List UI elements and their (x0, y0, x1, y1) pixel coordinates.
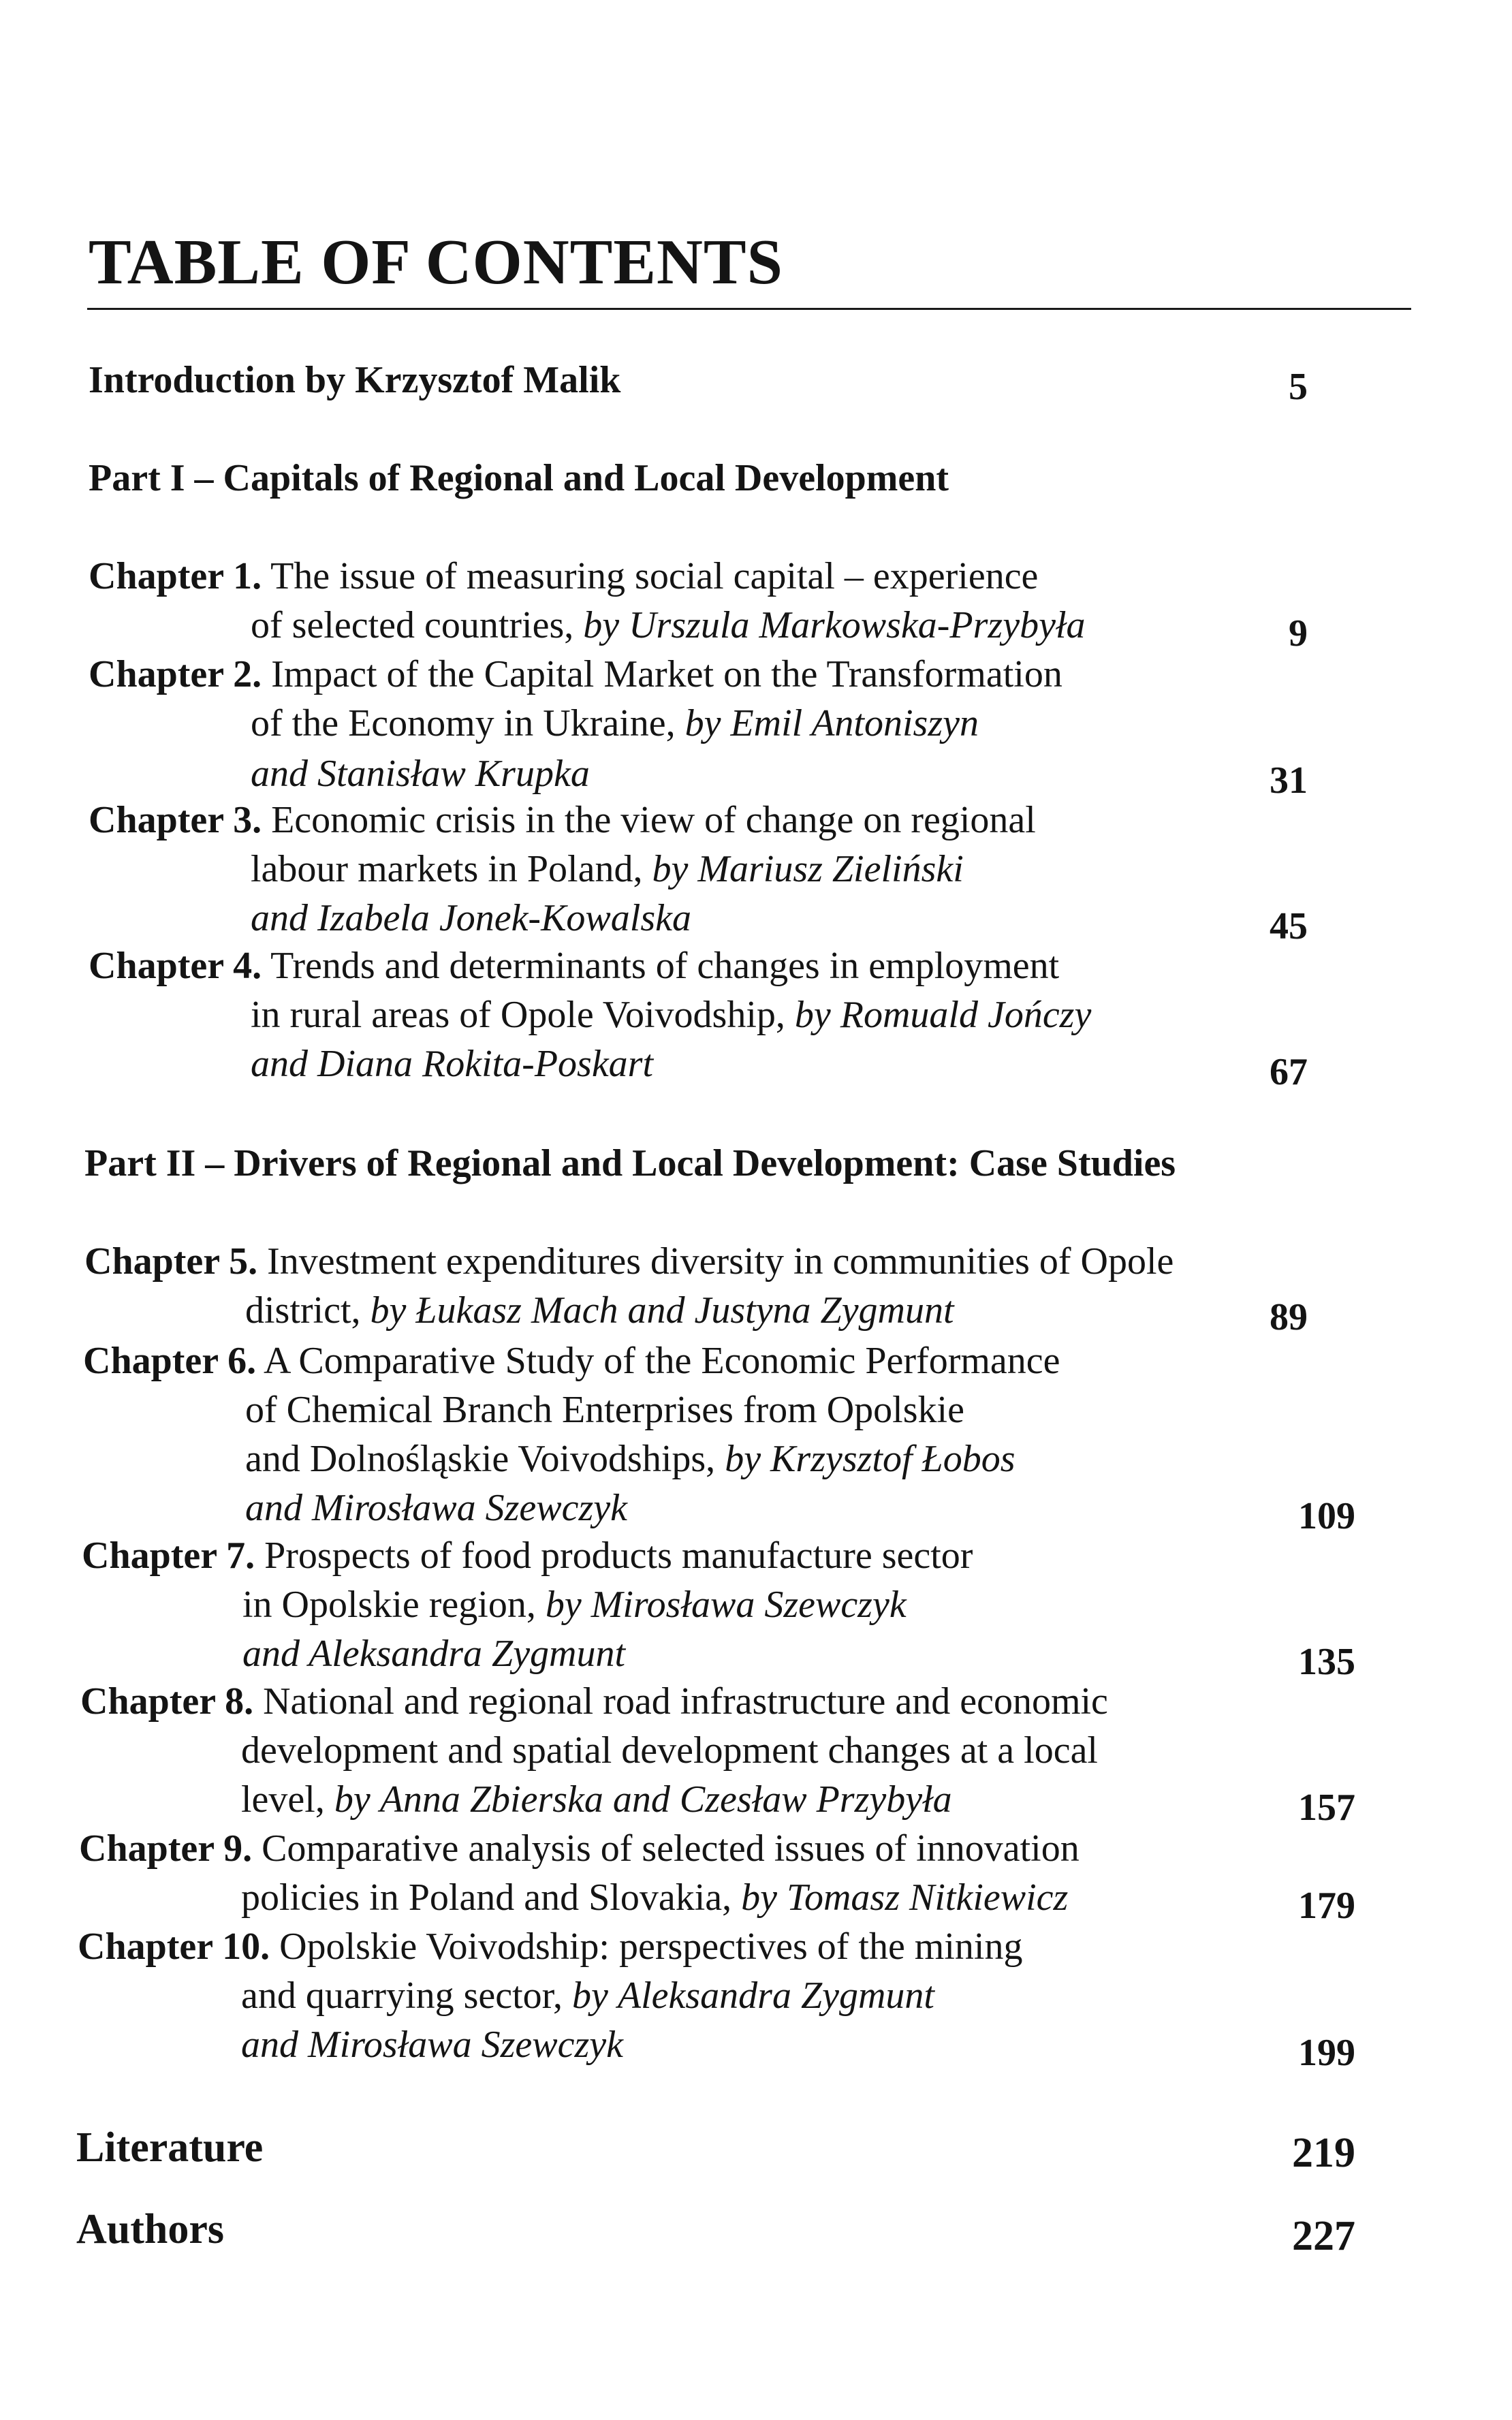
chapter-title-continuation: level, by Anna Zbierska and Czesław Przybyła (241, 1778, 952, 1821)
page-number-chapter-6: 109 (1298, 1495, 1355, 1537)
toc-entry-chapter-10[interactable] (78, 1928, 1022, 1966)
chapter-authors: Emil Antoniszyn (730, 702, 979, 744)
page-number-authors: 227 (1292, 2213, 1355, 2259)
toc-entry-chapter-3[interactable] (89, 801, 1036, 839)
chapter-authors-continuation: and Stanisław Krupka (251, 753, 590, 795)
page-number-introduction: 5 (1289, 366, 1308, 408)
chapter-authors-continuation: and Mirosława Szewczyk (241, 2024, 623, 2066)
page-number-literature: 219 (1292, 2130, 1355, 2176)
page-title: TABLE OF CONTENTS (89, 227, 783, 298)
title-divider (87, 308, 1411, 310)
chapter-title: Economic crisis in the view of change on regional (271, 799, 1036, 841)
chapter-label: Chapter 1. (89, 555, 262, 597)
chapter-authors-continuation: and Mirosława Szewczyk (245, 1487, 627, 1529)
chapter-title: Prospects of food products manufacture sector (264, 1535, 973, 1577)
chapter-title-continuation: district, by Łukasz Mach and Justyna Zygmunt (245, 1289, 954, 1332)
chapter-authors: Łukasz Mach and Justyna Zygmunt (415, 1289, 954, 1332)
chapter-label: Chapter 10. (78, 1926, 270, 1968)
toc-entry-chapter-8[interactable] (80, 1680, 1108, 1723)
chapter-title-continuation: of selected countries, by Urszula Markowska-Przybyła (251, 604, 1086, 646)
chapter-title-continuation: labour markets in Poland, by Mariusz Zieliński (251, 848, 964, 890)
chapter-authors: Urszula Markowska-Przybyła (629, 604, 1086, 646)
page-number-chapter-2: 31 (1270, 759, 1308, 802)
chapter-title: Comparative analysis of selected issues of innovation (262, 1827, 1080, 1870)
chapter-label: Chapter 2. (89, 653, 262, 695)
chapter-authors: Anna Zbierska and Czesław Przybyła (379, 1778, 952, 1821)
chapter-title: Trends and determinants of changes in employment (270, 945, 1060, 987)
toc-entry-chapter-6[interactable] (83, 1342, 1060, 1380)
toc-entry-chapter-4[interactable] (89, 947, 1059, 985)
chapter-label: Chapter 7. (82, 1535, 255, 1577)
chapter-authors: Aleksandra Zygmunt (617, 1975, 934, 2017)
chapter-title-continuation: and quarrying sector, by Aleksandra Zygmunt (241, 1975, 934, 2017)
toc-entry-literature[interactable]: Literature (76, 2124, 264, 2171)
chapter-label: Chapter 6. (83, 1340, 257, 1382)
page-number-chapter-5: 89 (1270, 1296, 1308, 1338)
page-number-chapter-8: 157 (1298, 1787, 1355, 1829)
chapter-label: Chapter 5. (84, 1240, 258, 1283)
chapter-title-continuation: in Opolskie region, by Mirosława Szewczyk (242, 1584, 907, 1626)
toc-entry-chapter-7[interactable] (82, 1537, 973, 1575)
toc-entry-chapter-1[interactable] (89, 557, 1038, 595)
chapter-label: Chapter 4. (89, 945, 262, 987)
part-2-heading: Part II – Drivers of Regional and Local Development: Case Studies (84, 1142, 1176, 1184)
chapter-title-continuation: development and spatial development changes at a local (241, 1729, 1098, 1772)
chapter-title: Opolskie Voivodship: perspectives of the mining (279, 1926, 1023, 1968)
toc-entry-chapter-5[interactable] (84, 1240, 1174, 1283)
chapter-title: A Comparative Study of the Economic Performance (264, 1340, 1060, 1382)
chapter-title-continuation: in rural areas of Opole Voivodship, by Romuald Jończy (251, 994, 1092, 1036)
chapter-label: Chapter 3. (89, 799, 262, 841)
chapter-title-continuation: of the Economy in Ukraine, by Emil Antoniszyn (251, 702, 979, 744)
chapter-title: Investment expenditures diversity in communities of Opole (267, 1240, 1174, 1283)
page-number-chapter-10: 199 (1298, 2032, 1355, 2074)
toc-entry-chapter-2[interactable] (89, 655, 1062, 693)
toc-entry-introduction[interactable]: Introduction by Krzysztof Malik (89, 359, 621, 401)
chapter-authors: Tomasz Nitkiewicz (786, 1876, 1069, 1919)
chapter-title-continuation: policies in Poland and Slovakia, by Tomasz Nitkiewicz (241, 1876, 1069, 1919)
page-number-chapter-7: 135 (1298, 1641, 1355, 1683)
chapter-authors-continuation: and Aleksandra Zygmunt (242, 1633, 626, 1675)
chapter-authors: Romuald Jończy (840, 994, 1092, 1036)
chapter-authors-continuation: and Izabela Jonek-Kowalska (251, 897, 691, 939)
chapter-authors: Mariusz Zieliński (697, 848, 964, 890)
page-number-chapter-9: 179 (1298, 1885, 1355, 1927)
part-1-heading: Part I – Capitals of Regional and Local Development (89, 457, 949, 499)
chapter-label: Chapter 9. (79, 1827, 253, 1870)
page-number-chapter-3: 45 (1270, 905, 1308, 947)
chapter-title-continuation: and Dolnośląskie Voivodships, by Krzysztof Łobos (245, 1438, 1015, 1480)
toc-entry-chapter-9[interactable] (79, 1829, 1080, 1868)
chapter-label: Chapter 8. (80, 1680, 254, 1723)
chapter-title: The issue of measuring social capital – experience (270, 555, 1039, 597)
chapter-authors: Mirosława Szewczyk (590, 1584, 907, 1626)
toc-entry-authors[interactable]: Authors (76, 2206, 225, 2252)
chapter-title-continuation: of Chemical Branch Enterprises from Opolskie (245, 1389, 964, 1431)
chapter-authors-continuation: and Diana Rokita-Poskart (251, 1043, 654, 1085)
chapter-title: National and regional road infrastructure and economic (263, 1680, 1108, 1723)
chapter-title: Impact of the Capital Market on the Transformation (271, 653, 1062, 695)
page-number-chapter-1: 9 (1289, 612, 1308, 655)
chapter-authors: Krzysztof Łobos (770, 1438, 1015, 1480)
page-number-chapter-4: 67 (1270, 1051, 1308, 1093)
